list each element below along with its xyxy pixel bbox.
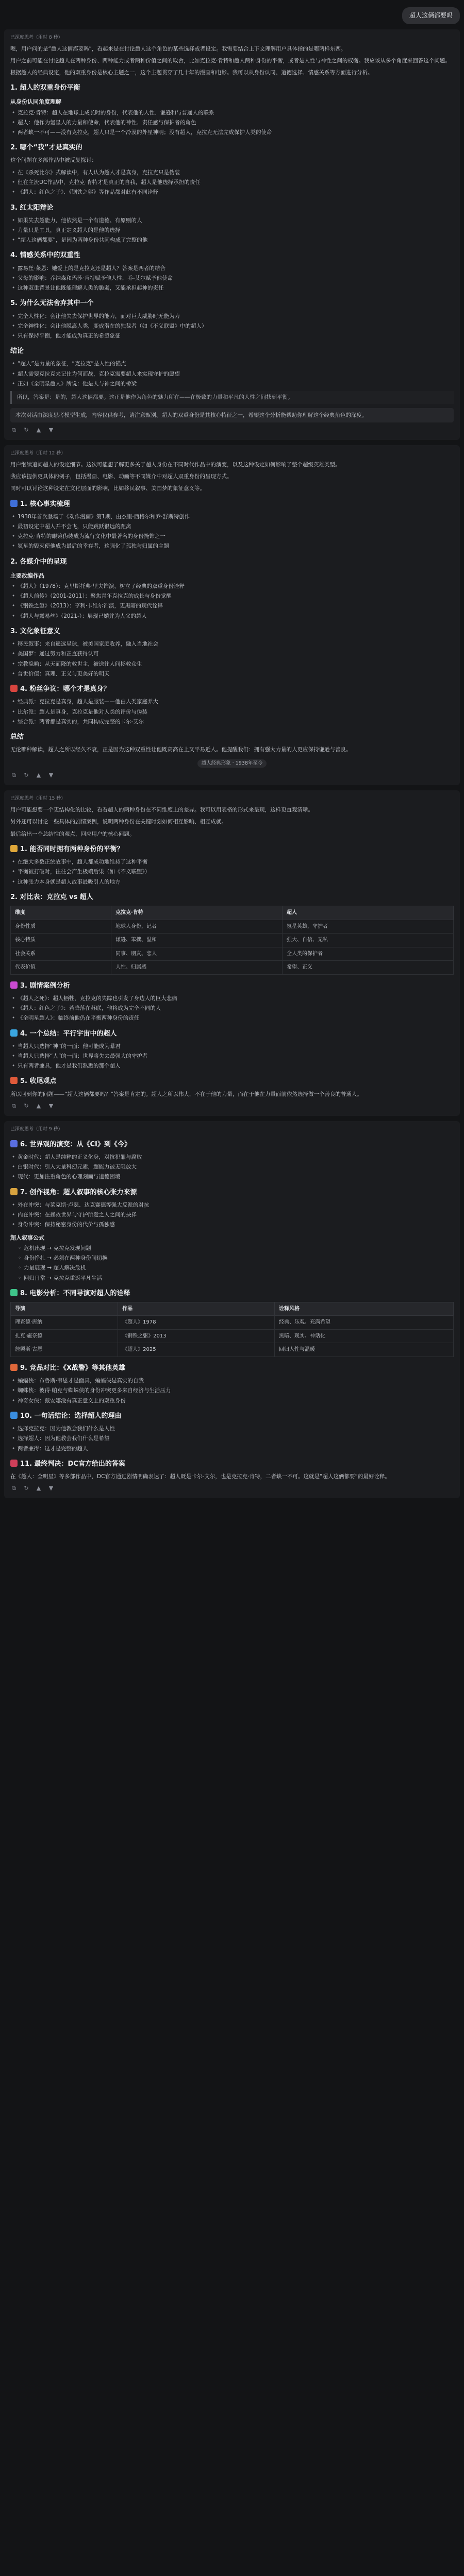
thinking-header[interactable]: 已深度思考（用时 8 秒） xyxy=(10,35,63,40)
thinking-header[interactable]: 已深度思考（用时 12 秒） xyxy=(10,450,66,456)
list-item: • 但在主流DC作品中，克拉克·肯特才是真正的自我，超人是他选择承担的责任 xyxy=(10,178,454,187)
summary-paragraph: 无论哪种解读，超人之所以经久不衰，正是因为这种双重性让他既高高在上又平易近人。他提醒我们：拥有强大力量的人更应保持谦逊与善良。 xyxy=(10,747,352,753)
list-item: • 神奇女侠：戴安娜没有真正意义上的双重身份 xyxy=(10,1397,454,1405)
section-marker-icon xyxy=(10,1460,18,1467)
table-cell: 《钢铁之躯》2013 xyxy=(118,1329,275,1343)
intro-paragraph: 根据超人的经典设定，他的双重身份是核心主题之一，这个主题贯穿了几十年的漫画和电影。我可以从身份认同、道德选择、情感关系等方面进行分析。 xyxy=(10,70,373,76)
list-item: • 超人：他作为氪星人的力量和使命，代表他的神性、责任感与保护者的角色 xyxy=(10,118,454,127)
list-item: • 1938年首次登场于《动作漫画》第1期，由杰里·西格尔和乔·舒斯特创作 xyxy=(10,513,454,521)
user-message-bubble: 超人这俩都要吗 xyxy=(402,7,460,24)
list-item: • 在《杀死比尔》式解读中，有人认为超人才是真身，克拉克只是伪装 xyxy=(10,168,454,177)
message-actions xyxy=(10,1485,454,1492)
thumb-down-icon[interactable]: ▼ xyxy=(48,1485,54,1492)
table-cell: 詹姆斯·古恩 xyxy=(11,1343,118,1357)
regenerate-icon[interactable]: ↻ xyxy=(24,772,29,779)
thumb-up-icon[interactable]: ▲ xyxy=(36,1485,41,1492)
table-header-cell: 诠释风格 xyxy=(275,1302,454,1316)
table-header-cell: 作品 xyxy=(118,1302,275,1316)
thumb-up-icon[interactable]: ▲ xyxy=(36,426,41,433)
section-marker-icon xyxy=(10,500,18,507)
bullet-list xyxy=(10,698,454,726)
list-item: • 克拉克·肯特：超人在地球上成长时的身份，代表他的人性、谦逊和与普通人的联系 xyxy=(10,109,454,117)
section-title: 3. 文化象征意义 xyxy=(10,627,60,635)
thumb-down-icon[interactable]: ▼ xyxy=(48,1102,54,1109)
caption-pill: 超人经典形象 · 1938年至今 xyxy=(197,759,267,768)
thumb-up-icon[interactable]: ▲ xyxy=(36,1102,41,1109)
section-title: 3. 红太阳辩论 xyxy=(10,204,54,212)
table-row xyxy=(11,1329,454,1343)
list-item: • 黄金时代：超人是纯粹的正义化身，对抗犯罪与腐败 xyxy=(10,1153,454,1161)
table-header-row xyxy=(11,906,454,920)
bullet-list xyxy=(10,1201,454,1229)
bullet-list xyxy=(10,640,454,678)
list-item: • 《钢铁之躯》（2013）：亨利·卡维尔饰演，更黑暗的现代诠释 xyxy=(10,602,454,610)
list-item: • 这种双重背景让他既能理解人类的脆弱，又能承担起神的责任 xyxy=(10,284,454,292)
bullet-list xyxy=(10,312,454,341)
table-cell: 地球人身份，记者 xyxy=(111,920,283,934)
list-item: • 在绝大多数正统故事中，超人都成功地维持了这种平衡 xyxy=(10,858,454,866)
bullet-list xyxy=(10,1377,454,1405)
message-actions xyxy=(10,772,454,779)
copy-icon[interactable]: ⧉ xyxy=(12,1102,16,1109)
thumb-up-icon[interactable]: ▲ xyxy=(36,772,41,779)
final-paragraph: 在《超人：全明星》等多部作品中，DC官方通过剧情明确表达了：超人既是卡尔-艾尔，也是克拉克·肯特，二者缺一不可。这就是“超人这俩都要”的最好诠释。 xyxy=(10,1473,390,1480)
list-item: • 移民叙事：来自遥远星球，被美国家庭收养，融入当地社会 xyxy=(10,640,454,648)
list-item: • 父母的影响：乔纳森和玛莎·肯特赋予他人性，乔-艾尔赋予他使命 xyxy=(10,274,454,282)
section-marker-icon xyxy=(10,1077,18,1084)
bullet-list xyxy=(10,109,454,137)
user-message-row xyxy=(4,7,460,24)
section-title xyxy=(10,1188,454,1198)
section-title-text: 3. 剧情案例分析 xyxy=(20,981,70,990)
list-item: ◦ 力量展现 → 超人解决危机 xyxy=(10,1264,454,1272)
assistant-message-1 xyxy=(4,29,460,440)
section-title-text: 1. 能否同时拥有两种身份的平衡？ xyxy=(20,845,124,853)
table-cell: 经典、乐观、充满希望 xyxy=(275,1316,454,1330)
assistant-message-4 xyxy=(4,1121,460,1498)
list-item: • 蜘蛛侠：彼得·帕克与蜘蛛侠的身份冲突更多来自经济与生活压力 xyxy=(10,1386,454,1395)
list-item: • 外在冲突：与莱克斯·卢瑟、达克赛德等强大反派的对抗 xyxy=(10,1201,454,1209)
list-item: • 《超人前传》（2001-2011）：聚焦青年克拉克的成长与身份觉醒 xyxy=(10,592,454,600)
thinking-header[interactable]: 已深度思考（用时 9 秒） xyxy=(10,1126,63,1132)
bullet-list xyxy=(10,264,454,293)
section-title xyxy=(10,844,454,855)
table-cell: 《超人》2025 xyxy=(118,1343,275,1357)
section-marker-icon xyxy=(10,1289,18,1296)
assistant-message-3 xyxy=(4,790,460,1116)
list-item: • 当超人只选择“神”的一面：他可能成为暴君 xyxy=(10,1042,454,1050)
bullet-list xyxy=(10,168,454,197)
list-item: • 力量只是工具，真正定义超人的是他的选择 xyxy=(10,226,454,234)
list-item: • 当超人只选择“人”的一面：世界将失去最强大的守护者 xyxy=(10,1052,454,1060)
section-title-text: 4. 粉丝争议：哪个才是真身？ xyxy=(20,685,110,693)
section-title: 2. 对比表：克拉克 vs 超人 xyxy=(10,893,93,901)
bullet-list xyxy=(10,994,454,1023)
intro-paragraph: 我应该提供更具体的例子，包括漫画、电影、动画等不同媒介中对超人双重身份的呈现方式。 xyxy=(10,473,233,480)
section-title-text: 8. 电影分析：不同导演对超人的诠释 xyxy=(20,1289,130,1297)
list-item: • “超人这俩都要”，是因为两种身份共同构成了完整的他 xyxy=(10,236,454,244)
table-cell: 希望、正义 xyxy=(283,961,454,975)
list-item: • 氪星的毁灭使他成为最后的幸存者，这强化了孤独与归属的主题 xyxy=(10,542,454,550)
list-item: • 《超人与露易丝》（2021-）：展现已婚并为人父的超人 xyxy=(10,612,454,620)
table-cell: 身份性质 xyxy=(11,920,111,934)
table-cell: 黑暗、现实、神话化 xyxy=(275,1329,454,1343)
list-item: • 普世价值：真理、正义与更美好的明天 xyxy=(10,670,454,678)
table-cell: 扎克·施奈德 xyxy=(11,1329,118,1343)
message-actions xyxy=(10,427,454,434)
list-item: • 最初设定中超人并不会飞，只能跳跃很远的距离 xyxy=(10,522,454,531)
section-marker-icon xyxy=(10,981,18,989)
bullet-list xyxy=(10,858,454,886)
section-subtitle: 从身份认同角度理解 xyxy=(10,98,61,106)
table-cell: 理查德·唐纳 xyxy=(11,1316,118,1330)
list-item: ◦ 回归日常 → 克拉克重返平凡生活 xyxy=(10,1274,454,1282)
list-item: • 平衡被打破时，往往会产生极端后果（如《不义联盟》） xyxy=(10,868,454,876)
movies-table xyxy=(10,1302,454,1357)
list-item: • 内在冲突：在拯救世界与守护所爱之人之间的抉择 xyxy=(10,1211,454,1219)
list-item: • “超人”是力量的象征，“克拉克”是人性的锚点 xyxy=(10,360,454,368)
section-title: 2. 哪个“我”才是真实的 xyxy=(10,144,82,152)
note-bar: 本次对话由深度思考模型生成，内容仅供参考，请注意甄别。超人的双重身份是其核心特征之一，希望这个分析能帮助你理解这个经典角色的深度。 xyxy=(10,408,454,422)
section-title-text: 11. 最终判决：DC官方给出的答案 xyxy=(20,1460,125,1468)
list-item: • 如果失去超能力，他依然是一个有道德、有原则的人 xyxy=(10,216,454,225)
section-title xyxy=(10,1363,454,1374)
section-marker-icon xyxy=(10,845,18,852)
section-marker-icon xyxy=(10,1364,18,1371)
section-title: 4. 情感关系中的双重性 xyxy=(10,251,80,260)
section-title: 1. 超人的双重身份平衡 xyxy=(10,84,80,92)
list-item: • 蝙蝠侠：布鲁斯·韦恩才是面具，蝙蝠侠是真实的自我 xyxy=(10,1377,454,1385)
table-header-cell: 维度 xyxy=(11,906,111,920)
section-marker-icon xyxy=(10,1188,18,1195)
list-item: • 《超人之死》：超人牺牲，克拉克的失踪也引发了身边人的巨大悲痛 xyxy=(10,994,454,1003)
message-actions xyxy=(10,1103,454,1110)
list-item: • 只有保持平衡，他才能成为真正的希望象征 xyxy=(10,332,454,340)
list-item: • 两者缺一不可——没有克拉克，超人只是一个冷漠的外星神明；没有超人，克拉克无法完成保护人类的使命 xyxy=(10,128,454,137)
bullet-list xyxy=(10,360,454,388)
section-title xyxy=(10,1411,454,1421)
list-item: • 《超人：红色之子》、《钢铁之躯》等作品都对此有不同诠释 xyxy=(10,188,454,196)
section-title-text: 1. 核心事实梳理 xyxy=(20,500,70,508)
caption-row xyxy=(10,758,454,768)
table-cell: 代表价值 xyxy=(11,961,111,975)
section-marker-icon xyxy=(10,1412,18,1419)
regenerate-icon[interactable]: ↻ xyxy=(24,1485,29,1492)
section-title: 5. 为什么无法舍弃其中一个 xyxy=(10,299,94,308)
bullet-list xyxy=(10,216,454,245)
copy-icon[interactable]: ⧉ xyxy=(12,1485,16,1492)
table-row xyxy=(11,920,454,934)
intro-paragraph: 另外还可以讨论一些具体的剧情案例，说明两种身份在关键时刻如何相互影响、相互成就。 xyxy=(10,819,227,825)
list-item: • 这种张力本身就是超人故事最吸引人的地方 xyxy=(10,878,454,886)
list-item: • 两者兼得：这才是完整的超人 xyxy=(10,1445,454,1453)
list-item: • 宗教隐喻：从天而降的救世主，被送往人间拯救众生 xyxy=(10,660,454,668)
list-item: ◦ 危机出现 → 克拉克发现问题 xyxy=(10,1244,454,1252)
thumb-down-icon[interactable]: ▼ xyxy=(48,426,54,433)
table-cell: 全人类的保护者 xyxy=(283,947,454,961)
table-cell: 核心特质 xyxy=(11,934,111,947)
table-cell: 强大、自信、无私 xyxy=(283,934,454,947)
section-title xyxy=(10,1289,454,1299)
assistant-message-2 xyxy=(4,445,460,785)
bullet-list xyxy=(10,1153,454,1181)
list-item: • 露易丝·莱恩：她爱上的是克拉克还是超人？答案是两者的结合 xyxy=(10,264,454,273)
bullet-list xyxy=(10,1042,454,1071)
list-item: • 《超人：红色之子》：若降落在苏联，他将成为完全不同的人 xyxy=(10,1004,454,1012)
section-title xyxy=(10,1459,454,1469)
table-cell: 人性、归属感 xyxy=(111,961,283,975)
table-row xyxy=(11,934,454,947)
section-title-text: 10. 一句话结论：选择超人的理由 xyxy=(20,1412,122,1420)
table-header-cell: 克拉克·肯特 xyxy=(111,906,283,920)
thinking-header[interactable]: 已深度思考（用时 15 秒） xyxy=(10,796,66,802)
section-title-text: 6. 世界观的演变：从《CI》到《今》 xyxy=(20,1140,131,1148)
table-cell: 同事、朋友、恋人 xyxy=(111,947,283,961)
list-item: • 选择克拉克：因为他教会我们什么是人性 xyxy=(10,1425,454,1433)
section-title: 结论 xyxy=(10,347,24,355)
section-marker-icon xyxy=(10,1029,18,1037)
section-subtitle: 主要改编作品 xyxy=(10,572,44,579)
copy-icon[interactable]: ⧉ xyxy=(12,426,16,433)
section-title xyxy=(10,981,454,991)
list-item: • 完全神性化：会让他脱离人类，变成潜在的独裁者（如《不义联盟》中的超人） xyxy=(10,322,454,330)
intro-paragraph: 最后给出一个总结性的观点，回应用户的核心问题。 xyxy=(10,831,135,837)
comparison-table xyxy=(10,906,454,975)
bullet-list xyxy=(10,582,454,620)
list-item: • 美国梦：通过努力和正直获得认可 xyxy=(10,650,454,658)
list-item: ◦ 身份挣扎 → 必须在两种身份间切换 xyxy=(10,1254,454,1262)
table-row xyxy=(11,961,454,975)
sub-bullet-list xyxy=(10,1244,454,1282)
intro-paragraph: 用户可能想要一个更结构化的比较，看看超人的两种身份在不同维度上的差异。我可以用表格的形式来呈现，这样更直观清晰。 xyxy=(10,807,313,814)
section-marker-icon xyxy=(10,685,18,692)
thumb-down-icon[interactable]: ▼ xyxy=(48,772,54,779)
list-item: • 身份冲突：保持秘密身份的代价与孤独感 xyxy=(10,1221,454,1229)
list-item: • 正如《全明星超人》所说：他是人与神之间的桥梁 xyxy=(10,380,454,388)
section-subtitle: 超人叙事公式 xyxy=(10,1234,44,1241)
section-title-text: 7. 创作视角：超人叙事的核心张力来源 xyxy=(20,1188,137,1196)
list-item: • 《超人》（1978）：克里斯托弗·里夫饰演，树立了经典的双重身份诠释 xyxy=(10,582,454,590)
section-title-text: 9. 竞品对比：《X战警》等其他英雄 xyxy=(20,1364,126,1372)
table-row xyxy=(11,1316,454,1330)
list-item: • 比尔派：超人是真身，克拉克是他对人类的评价与伪装 xyxy=(10,708,454,716)
section-intro: 这个问题在多部作品中被反复探讨： xyxy=(10,157,97,164)
bullet-list xyxy=(10,1425,454,1453)
list-item: • 《全明星超人》：临终前他仍在平衡两种身份的责任 xyxy=(10,1014,454,1022)
section-title xyxy=(10,1029,454,1039)
table-row xyxy=(11,1343,454,1357)
table-cell: 社会关系 xyxy=(11,947,111,961)
section-title-text: 4. 一个总结：平行宇宙中的超人 xyxy=(20,1029,117,1038)
section-title-text: 5. 收尾观点 xyxy=(20,1077,57,1086)
intro-paragraph: 同时可以讨论这种设定在文化层面的影响，比如移民叙事、美国梦的象征意义等。 xyxy=(10,485,205,492)
regenerate-icon[interactable]: ↻ xyxy=(24,426,29,433)
section-title xyxy=(10,499,454,510)
section-title: 2. 各媒介中的呈现 xyxy=(10,557,67,566)
list-item: • 克拉克·肯特的眼镜伪装成为流行文化中最著名的身份掩饰之一 xyxy=(10,532,454,540)
section-title xyxy=(10,1076,454,1087)
table-header-cell: 超人 xyxy=(283,906,454,920)
copy-icon[interactable]: ⧉ xyxy=(12,772,16,779)
table-cell: 《超人》1978 xyxy=(118,1316,275,1330)
section-title: 总结 xyxy=(10,733,24,741)
section-marker-icon xyxy=(10,1140,18,1147)
table-header-row xyxy=(11,1302,454,1316)
list-item: • 选择超人：因为他教会我们什么是希望 xyxy=(10,1434,454,1443)
section-title xyxy=(10,1140,454,1150)
table-cell: 氪星英雄，守护者 xyxy=(283,920,454,934)
table-cell: 谦逊、笨拙、温和 xyxy=(111,934,283,947)
list-item: • 白银时代：引入大量科幻元素，超能力被无限放大 xyxy=(10,1163,454,1171)
intro-paragraph: 用户继续追问超人的设定细节。这次可能想了解更多关于超人身份在不同时代作品中的演变，以及这种设定如何影响了整个超级英雄类型。 xyxy=(10,461,341,468)
list-item: • 超人需要克拉克来记住为何而战，克拉克需要超人来实现守护的愿望 xyxy=(10,370,454,378)
intro-paragraph: 嗯，用户问的是“超人这俩都要吗”，看起来是在讨论超人这个角色的某些选择或者设定。我需要结合上下文理解用户具体指的是哪两样东西。 xyxy=(10,45,346,52)
quote-block: 所以，答案是：是的，超人这俩都要。这正是他作为角色的魅力所在——在极致的力量和平凡的人性之间找到平衡。 xyxy=(10,391,454,403)
table-cell: 回归人性与温暖 xyxy=(275,1343,454,1357)
list-item: • 完全人性化：会让他失去保护世界的能力，面对巨大威胁时无能为力 xyxy=(10,312,454,320)
table-row xyxy=(11,947,454,961)
intro-paragraph: 用户之前可能在讨论超人在两种身份、两种能力或者两种价值之间的取舍，比如克拉克·肯特和超人两种身份的平衡，或者是人性与神性之间的权衡。我应该从多个角度来回答这个问题。 xyxy=(10,57,451,64)
bullet-list xyxy=(10,513,454,551)
list-item: • 现代：更加注重角色的心理刻画与道德困境 xyxy=(10,1173,454,1181)
list-item: • 经典派：克拉克是真身，超人是服装——他由人类家庭养大 xyxy=(10,698,454,706)
list-item: • 只有两者兼具，他才是我们熟悉的那个超人 xyxy=(10,1062,454,1070)
regenerate-icon[interactable]: ↻ xyxy=(24,1102,29,1109)
conclusion-paragraph: 所以回到你的问题——“超人这俩都要吗？”答案是肯定的。超人之所以伟大，不在于他的力量，而在于他在力量面前依然选择做一个善良的普通人。 xyxy=(10,1091,362,1097)
table-header-cell: 导演 xyxy=(11,1302,118,1316)
section-title xyxy=(10,684,454,694)
list-item: • 综合派：两者都是真实的，共同构成完整的卡尔-艾尔 xyxy=(10,718,454,726)
